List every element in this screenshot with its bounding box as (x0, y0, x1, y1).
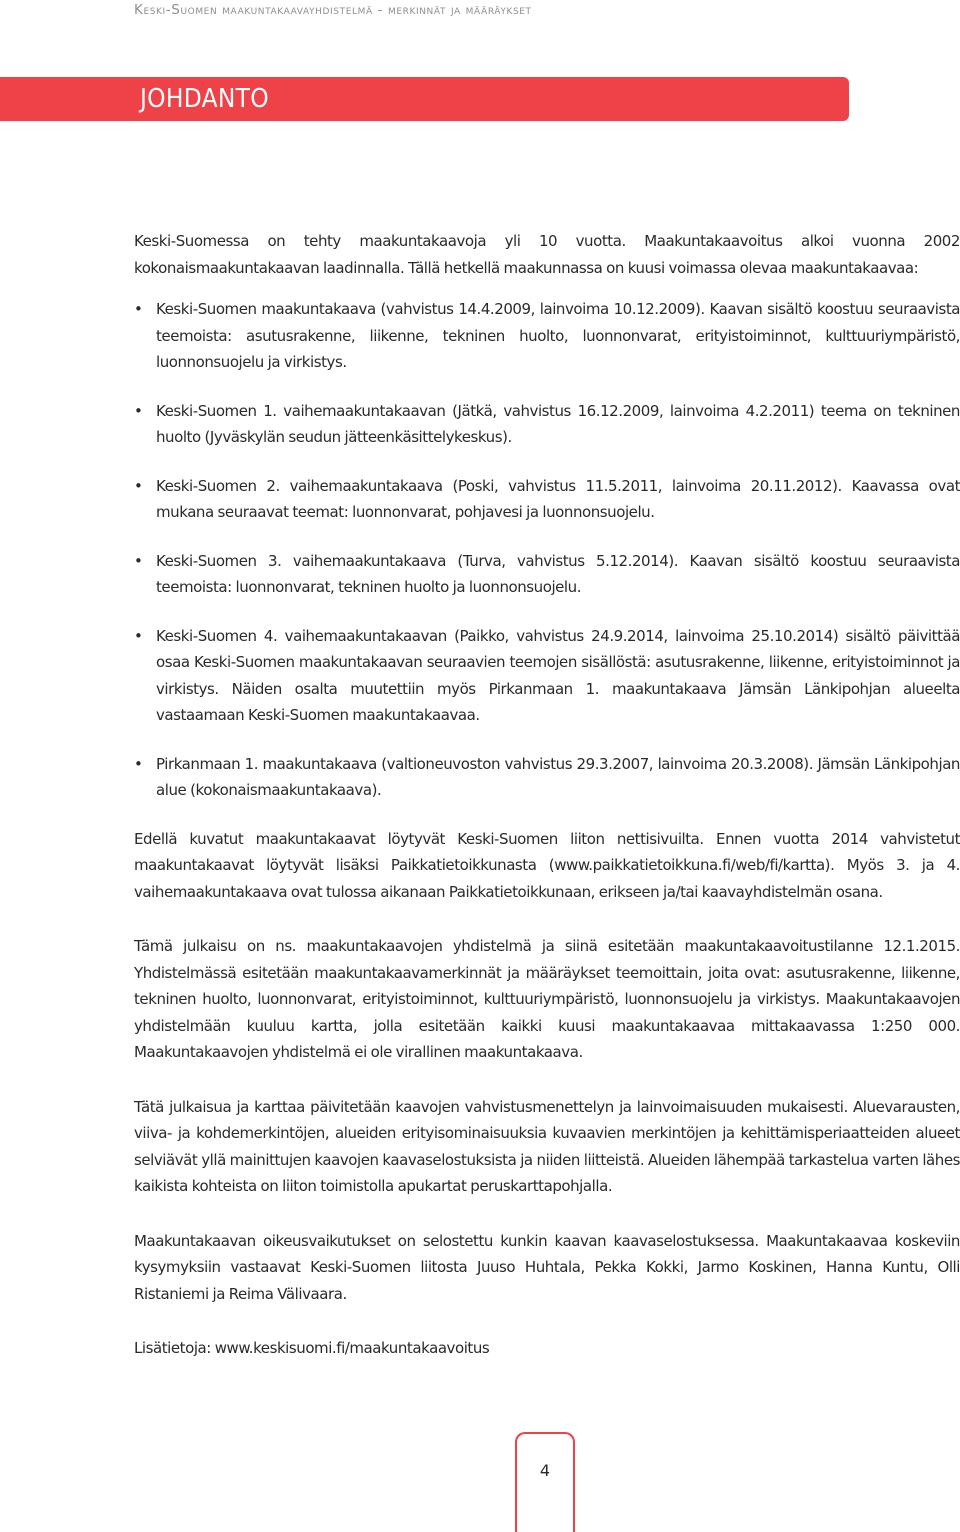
list-item (134, 296, 960, 376)
bullet-icon (134, 398, 148, 425)
list-item (134, 473, 960, 526)
intro-paragraph: Keski-Suomessa on tehty maakuntakaavoja yli 10 vuotta. Maakuntakaavoitus alkoi vuonna 2002 kokonaismaakuntakaavan laadinnalla. Tällä hetkellä maakunnassa on kuusi voimassa olevaa maakuntakaavaa: (134, 232, 960, 277)
list-item (134, 548, 960, 601)
body-paragraph: Maakuntakaavan oikeusvaikutukset on selostettu kunkin kaavan kaavaselostuksessa. Maakuntakaavaa koskeviin kysymyksiin vastaavat Keski-Suomen liitosta Juuso Huhtala, Pekka Kokki, Jarmo Koskinen, Hanna Kuntu, Olli Ristaniemi ja Reima Välivaara. (134, 1231, 960, 1303)
list-item (134, 623, 960, 729)
list-item-text: Keski-Suomen 2. vaihemaakuntakaava (Poski, vahvistus 11.5.2011, lainvoima 20.11.2012). Kaavassa ovat mukana seuraavat teemat: luonnonvarat, pohjavesi ja luonnonsuojelu. (156, 476, 960, 521)
bullet-icon (134, 296, 148, 323)
page-number: 4 (539, 1461, 551, 1480)
list-item-text: Pirkanmaan 1. maakuntakaava (valtioneuvoston vahvistus 29.3.2007, lainvoima 20.3.2008). Jämsän Länkipohjan alue (kokonaismaakuntakaava). (156, 754, 960, 799)
body-paragraph: Tämä julkaisu on ns. maakuntakaavojen yhdistelmä ja siinä esitetään maakuntakaavoitustilanne 12.1.2015. Yhdistelmässä esitetään maakuntakaavamerkinnät ja määräykset teemoittain, joita ovat: asutusrakenne, liikenne, tekninen huolto, luonnonvarat, erityistoiminnot, kulttuuriympäristö, luonnonsuojelu ja virkistys. Maakuntakaavojen yhdistelmään kuuluu kartta, jolla esitetään kaikki kuusi maakuntakaavaa mittakaavassa 1:250 000. Maakuntakaavojen yhdistelmä ei ole virallinen maakuntakaava. (134, 937, 960, 1061)
page-number-box (515, 1432, 575, 1532)
running-header: Keski-Suomen maakuntakaavayhdistelmä - merkinnät ja määräykset (134, 2, 532, 18)
bullet-icon (134, 548, 148, 575)
section-title: JOHDANTO (140, 84, 269, 114)
list-item (134, 751, 960, 804)
list-item-text: Keski-Suomen 1. vaihemaakuntakaavan (Jätkä, vahvistus 16.12.2009, lainvoima 4.2.2011) teema on tekninen huolto (Jyväskylän seudun jätteenkäsittelykeskus). (156, 401, 960, 446)
list-item-text: Keski-Suomen 3. vaihemaakuntakaava (Turva, vahvistus 5.12.2014). Kaavan sisältö koostuu seuraavista teemoista: luonnonvarat, tekninen huolto ja luonnonsuojelu. (156, 551, 960, 596)
bullet-icon (134, 473, 148, 500)
more-info-line: Lisätietoja: www.keskisuomi.fi/maakuntakaavoitus (134, 1339, 490, 1357)
body-paragraph: Tätä julkaisua ja karttaa päivitetään kaavojen vahvistusmenettelyn ja lainvoimaisuuden mukaisesti. Aluevarausten, viiva- ja kohdemerkintöjen, alueiden erityisominaisuuksia kuvaavien merkintöjen ja kehittämisperiaatteiden alueet selviävät yllä mainittujen kaavojen kaavaselostuksista ja niiden liitteistä. Alueiden lähempää tarkastelua varten lähes kaikista kohteista on liiton toimistolla apukartat peruskarttapohjalla. (134, 1097, 960, 1195)
section-banner (0, 77, 849, 121)
list-item-text: Keski-Suomen maakuntakaava (vahvistus 14.4.2009, lainvoima 10.12.2009). Kaavan sisältö koostuu seuraavista teemoista: asutusrakenne, liikenne, tekninen huolto, luonnonvarat, erityistoiminnot, kulttuuriympäristö, luonnonsuojelu ja virkistys. (156, 300, 960, 371)
list-item-text: Keski-Suomen 4. vaihemaakuntakaavan (Paikko, vahvistus 24.9.2014, lainvoima 25.10.2014) sisältö päivittää osaa Keski-Suomen maakuntakaavan seuraavien teemojen sisällöstä: asutusrakenne, liikenne, erityistoiminnot ja virkistys. Näiden osalta muutettiin myös Pirkanmaan 1. maakuntakaava Jämsän Länkipohjan alueelta vastaamaan Keski-Suomen maakuntakaavaa. (156, 626, 960, 724)
bullet-icon (134, 623, 148, 650)
body-paragraph: Edellä kuvatut maakuntakaavat löytyvät Keski-Suomen liiton nettisivuilta. Ennen vuotta 2014 vahvistetut maakuntakaavat löytyvät lisäksi Paikkatietoikkunasta (www.paikkatietoikkuna.fi/web/fi/kartta). Myös 3. ja 4. vaihemaakuntakaava ovat tulossa aikanaan Paikkatietoikkunaan, erikseen ja/tai kaavayhdistelmän osana. (134, 829, 960, 901)
document-body (134, 228, 960, 1362)
list-item (134, 398, 960, 451)
bullet-icon (134, 751, 148, 778)
